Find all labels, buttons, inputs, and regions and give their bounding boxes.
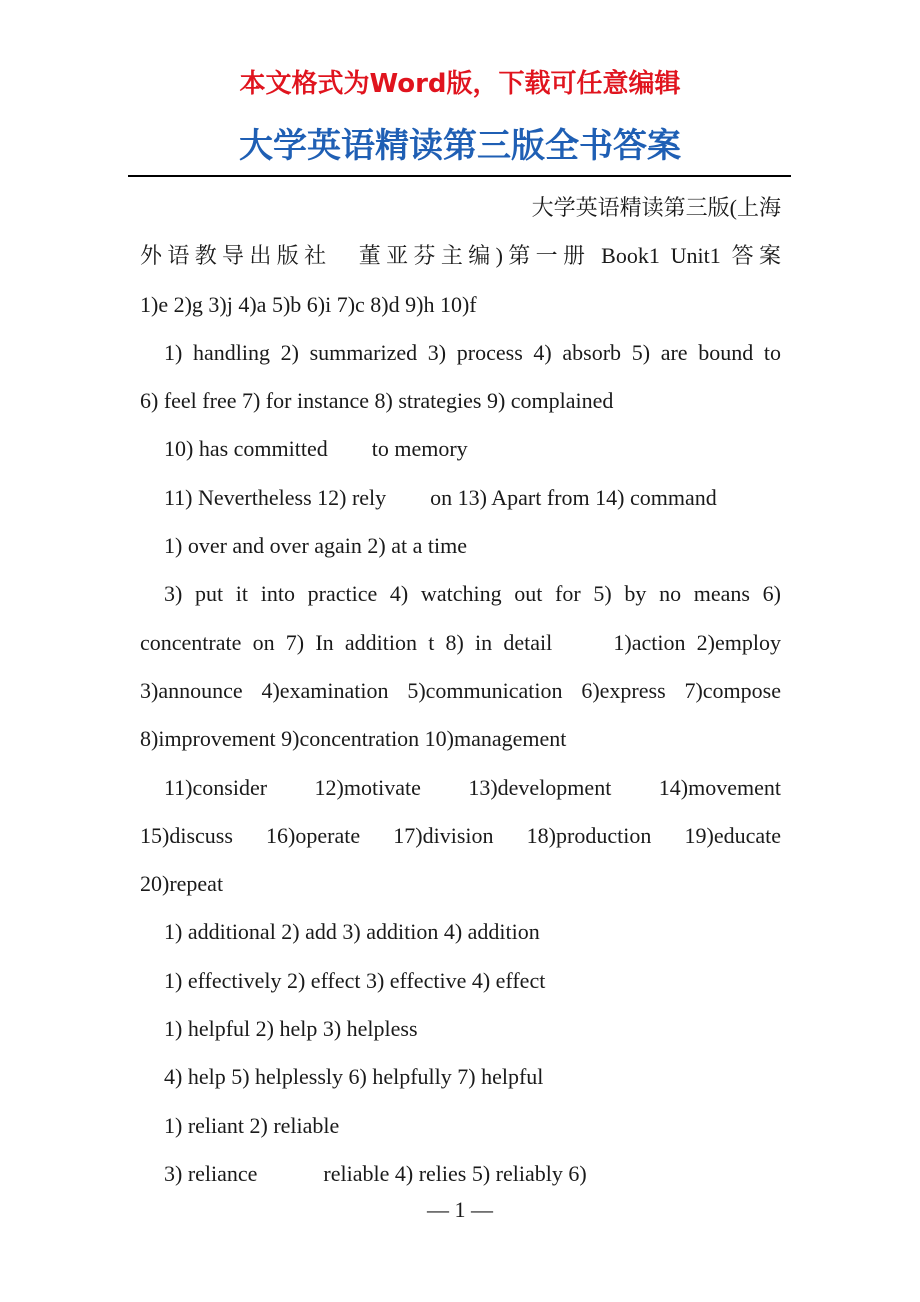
text-line: 20)repeat xyxy=(140,871,224,897)
text-line: 1) reliant 2) reliable xyxy=(164,1112,340,1138)
text-line: 6) feel free 7) for instance 8) strategies 9) complained xyxy=(140,388,614,414)
text-line: 1) helpful 2) help 3) helpless xyxy=(164,1016,418,1042)
text-line: 1) handling 2) summarized 3) process 4) absorb 5) are bound to xyxy=(164,339,781,365)
answer-body xyxy=(140,184,781,1198)
text-line: 大学英语精读第三版(上海 xyxy=(531,195,781,220)
text-line: 1) effectively 2) effect 3) effective 4) effect xyxy=(164,967,546,993)
text-line: 4) help 5) helplessly 6) helpfully 7) helpful xyxy=(164,1064,544,1090)
text-line: 1) additional 2) add 3) addition 4) addition xyxy=(164,919,540,945)
text-line: 3) reliance reliable 4) relies 5) reliably 6) xyxy=(164,1160,587,1186)
text-line: 1)e 2)g 3)j 4)a 5)b 6)i 7)c 8)d 9)h 10)f xyxy=(140,291,477,317)
title-divider xyxy=(128,175,791,177)
download-banner: 本文格式为Word版，下载可任意编辑 xyxy=(239,69,681,99)
text-line: 8)improvement 9)concentration 10)management xyxy=(140,726,567,752)
text-line: 11) Nevertheless 12) rely on 13) Apart from 14) command xyxy=(164,484,717,510)
text-line: 10) has committed to memory xyxy=(164,436,468,462)
text-line: 11)consider 12)motivate 13)development 14)movement xyxy=(164,774,781,800)
text-line: concentrate on 7) In addition t 8) in detail 1)action 2)employ xyxy=(140,629,781,655)
text-line: 1) over and over again 2) at a time xyxy=(164,533,467,559)
page-number: — 1 — xyxy=(427,1197,493,1222)
document-title: 大学英语精读第三版全书答案 xyxy=(239,126,681,166)
text-line: 15)discuss 16)operate 17)division 18)production 19)educate xyxy=(140,822,781,848)
text-line: 3)announce 4)examination 5)communication 6)express 7)compose xyxy=(140,677,781,703)
text-line: 外语教导出版社 董亚芬主编)第一册 Book1 Unit1 答案 xyxy=(140,243,781,269)
text-line: 3) put it into practice 4) watching out for 5) by no means 6) xyxy=(164,581,781,607)
